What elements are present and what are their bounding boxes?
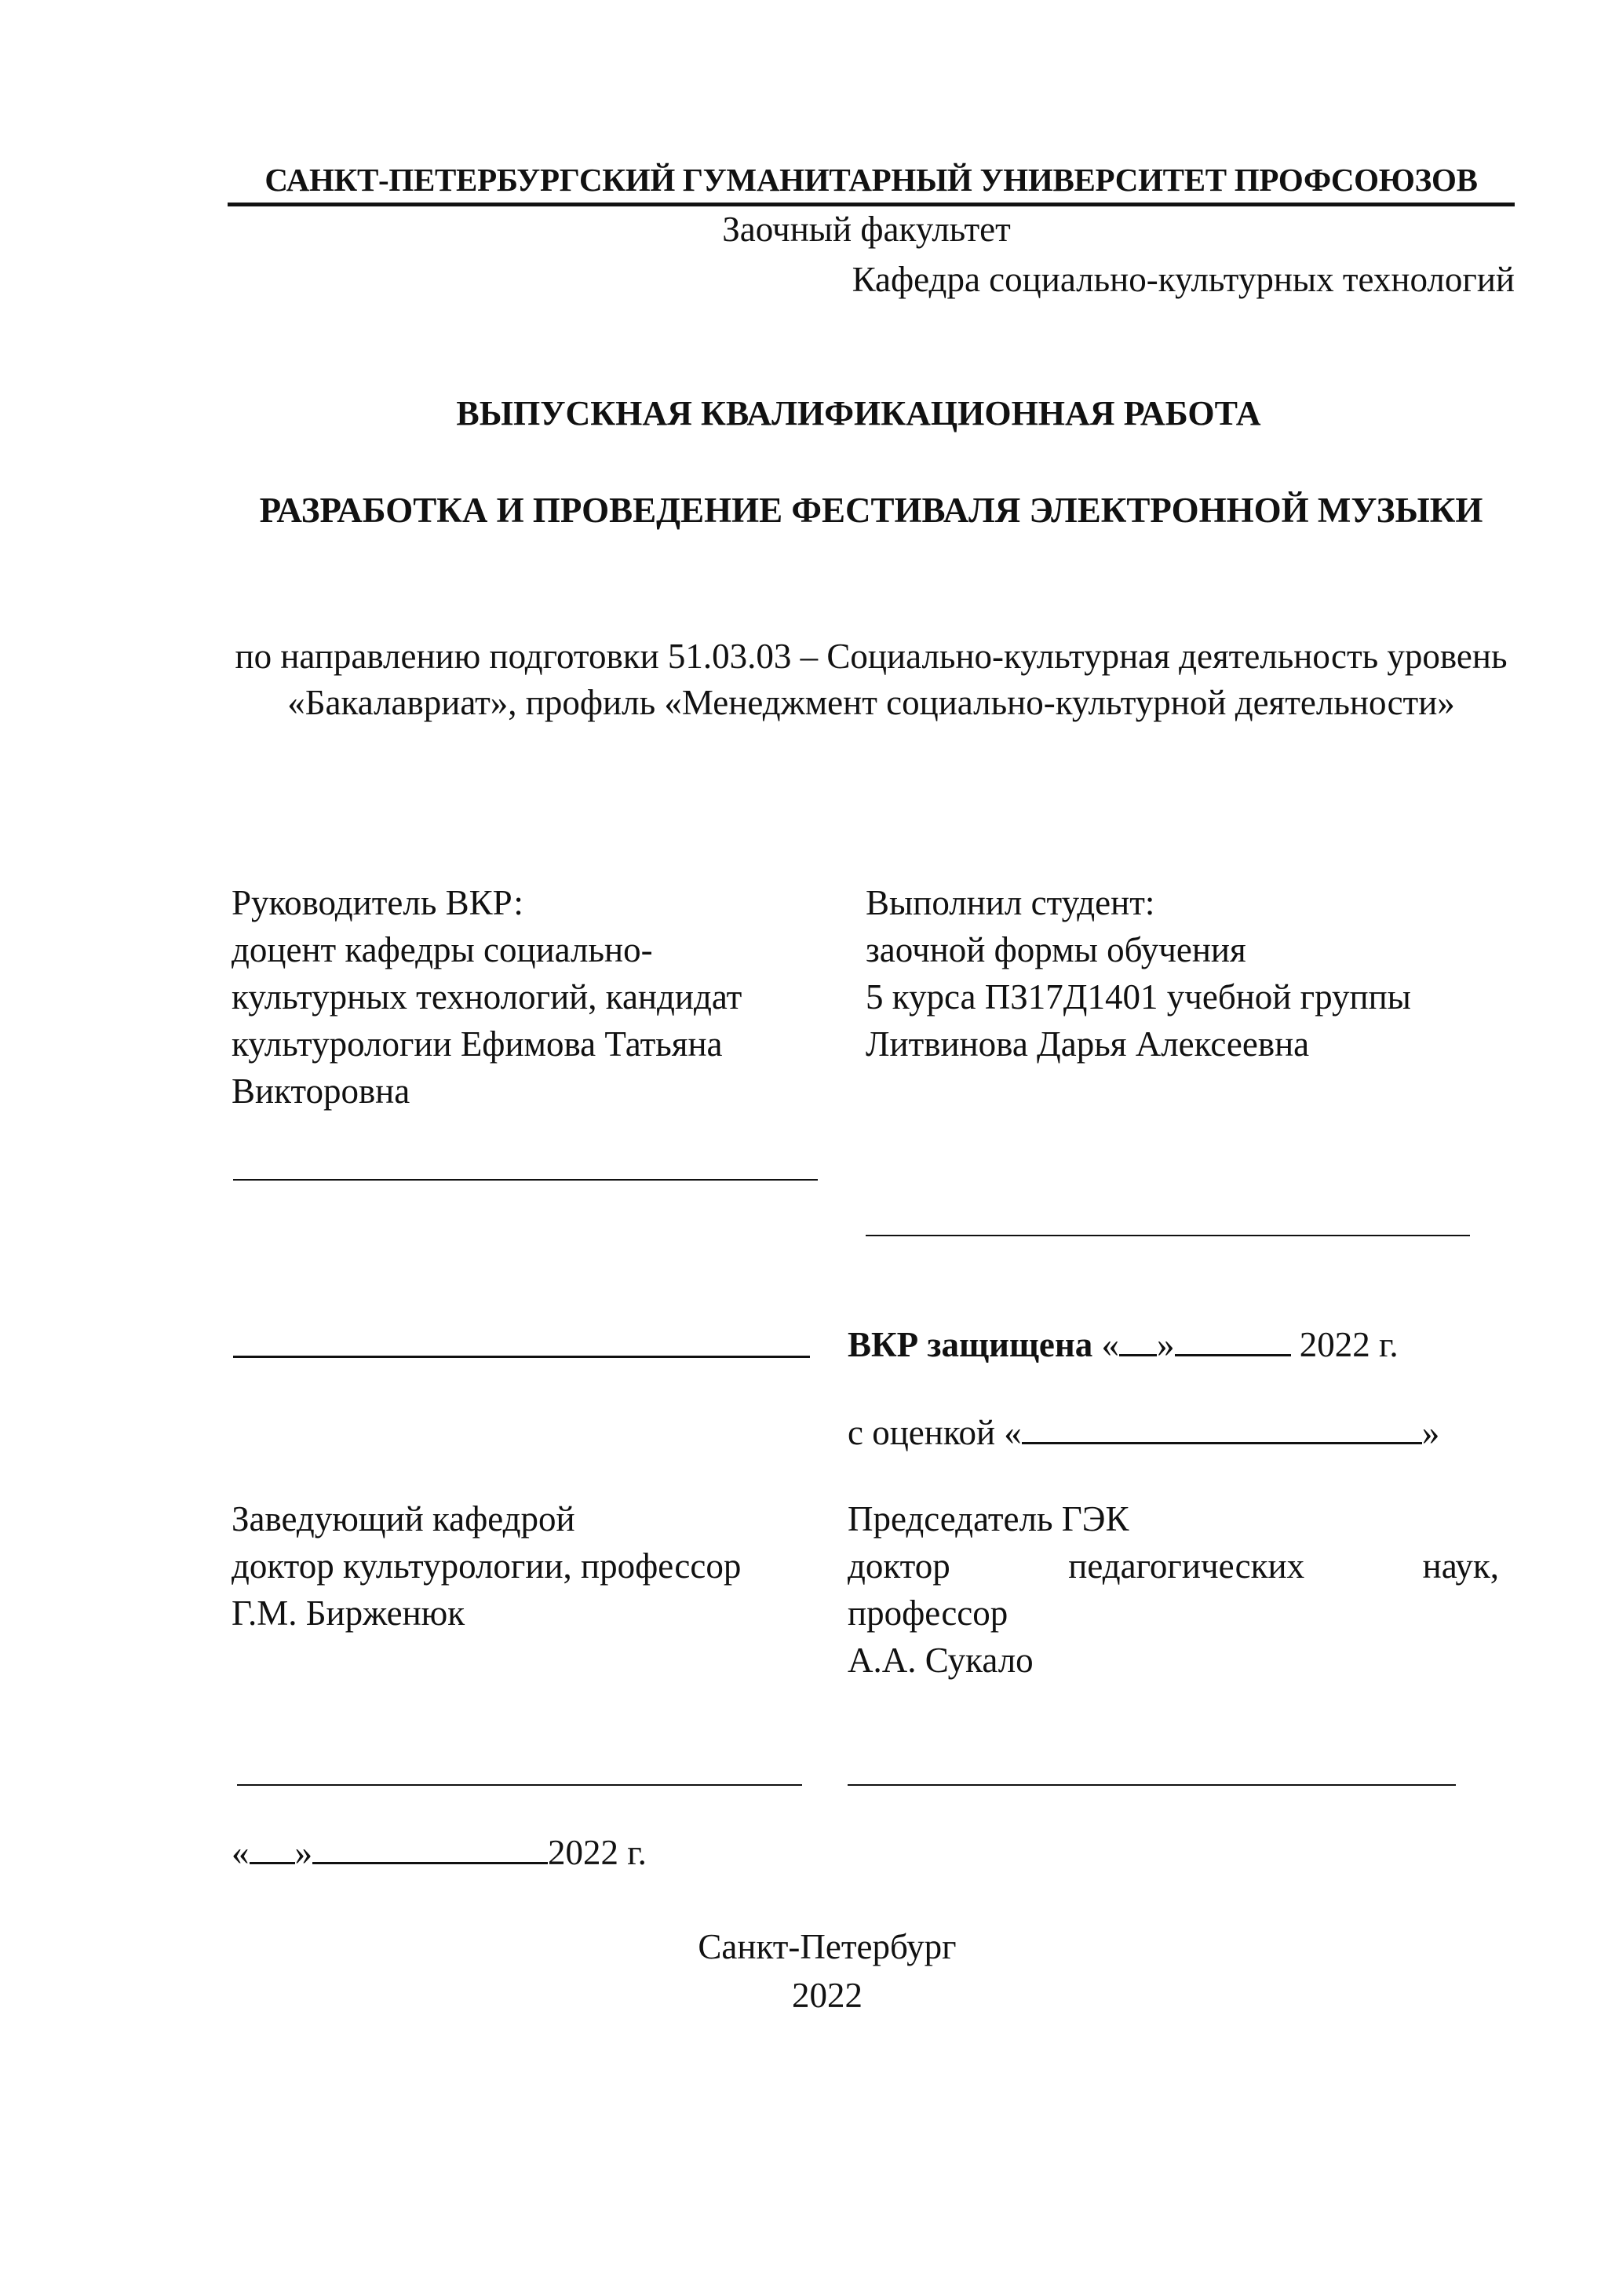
chairman-degree [848,1542,1499,1590]
head-of-department-block [232,1495,828,1637]
defense-date-line [848,1321,1399,1368]
defense-left-line [233,1356,810,1358]
supervisor-details: доцент кафедры социально-культурных технологий, кандидат культурологии Ефимова Татьяна Викторовна [232,930,742,1111]
supervisor-heading: Руководитель ВКР: [232,883,523,922]
defense-day-blank [1119,1327,1157,1356]
grade-line [848,1409,1439,1456]
university-name: САНКТ-ПЕТЕРБУРГСКИЙ ГУМАНИТАРНЫЙ УНИВЕРСИТЕТ ПРОФСОЮЗОВ [264,162,1478,198]
head-name: Г.М. Бирженюк [232,1593,465,1633]
chairman-heading: Председатель ГЭК [848,1499,1129,1539]
defense-quote-close: » [1157,1325,1175,1364]
date-month-blank [312,1835,548,1864]
chairman-degree-word: доктор [848,1546,950,1586]
student-block [866,879,1494,1068]
chairman-signature-line [848,1784,1456,1786]
student-form: заочной формы обучения [866,930,1246,969]
defended-label: ВКР защищена [848,1325,1093,1364]
grade-label: с оценкой « [848,1413,1022,1452]
date-quote-open: « [232,1833,250,1872]
chairman-block [848,1495,1499,1684]
student-group: 5 курса ПЗ17Д1401 учебной группы [866,977,1411,1017]
chairman-degree-word: наук, [1422,1546,1499,1586]
date-day-blank [250,1835,295,1864]
study-direction: по направлению подготовки 51.03.03 – Социально-культурная деятельность уровень «Бакалавриат», профиль «Менеджмент социально-культурной деятельности» [235,637,1508,722]
student-signature-line [866,1235,1470,1236]
defense-quote-open: « [1101,1325,1120,1364]
grade-quote-close: » [1421,1413,1440,1452]
student-name: Литвинова Дарья Алексеевна [866,1024,1310,1064]
chairman-name: А.А. Сукало [848,1641,1034,1680]
date-year: 2022 г. [548,1833,647,1872]
head-heading: Заведующий кафедрой [232,1499,575,1539]
department-name: Кафедра социально-культурных технологий [852,260,1515,299]
faculty-name: Заочный факультет [722,210,1011,249]
year: 2022 [792,1976,863,2015]
date-quote-close: » [294,1833,312,1872]
sign-date-line [232,1829,647,1876]
supervisor-signature-line [233,1179,818,1181]
grade-blank [1022,1415,1422,1444]
supervisor-block [232,879,828,1115]
thesis-title: РАЗРАБОТКА И ПРОВЕДЕНИЕ ФЕСТИВАЛЯ ЭЛЕКТРОННОЙ МУЗЫКИ [259,491,1483,530]
head-signature-line [237,1784,802,1786]
work-type-heading: ВЫПУСКНАЯ КВАЛИФИКАЦИОННАЯ РАБОТА [456,394,1261,433]
city: Санкт-Петербург [698,1927,957,1966]
head-degree: доктор культурологии, профессор [232,1546,742,1586]
student-heading: Выполнил студент: [866,883,1155,922]
chairman-degree-word: педагогических [1068,1546,1305,1586]
defense-month-blank [1175,1327,1291,1356]
chairman-title: профессор [848,1593,1008,1633]
defense-year: 2022 г. [1299,1325,1399,1364]
